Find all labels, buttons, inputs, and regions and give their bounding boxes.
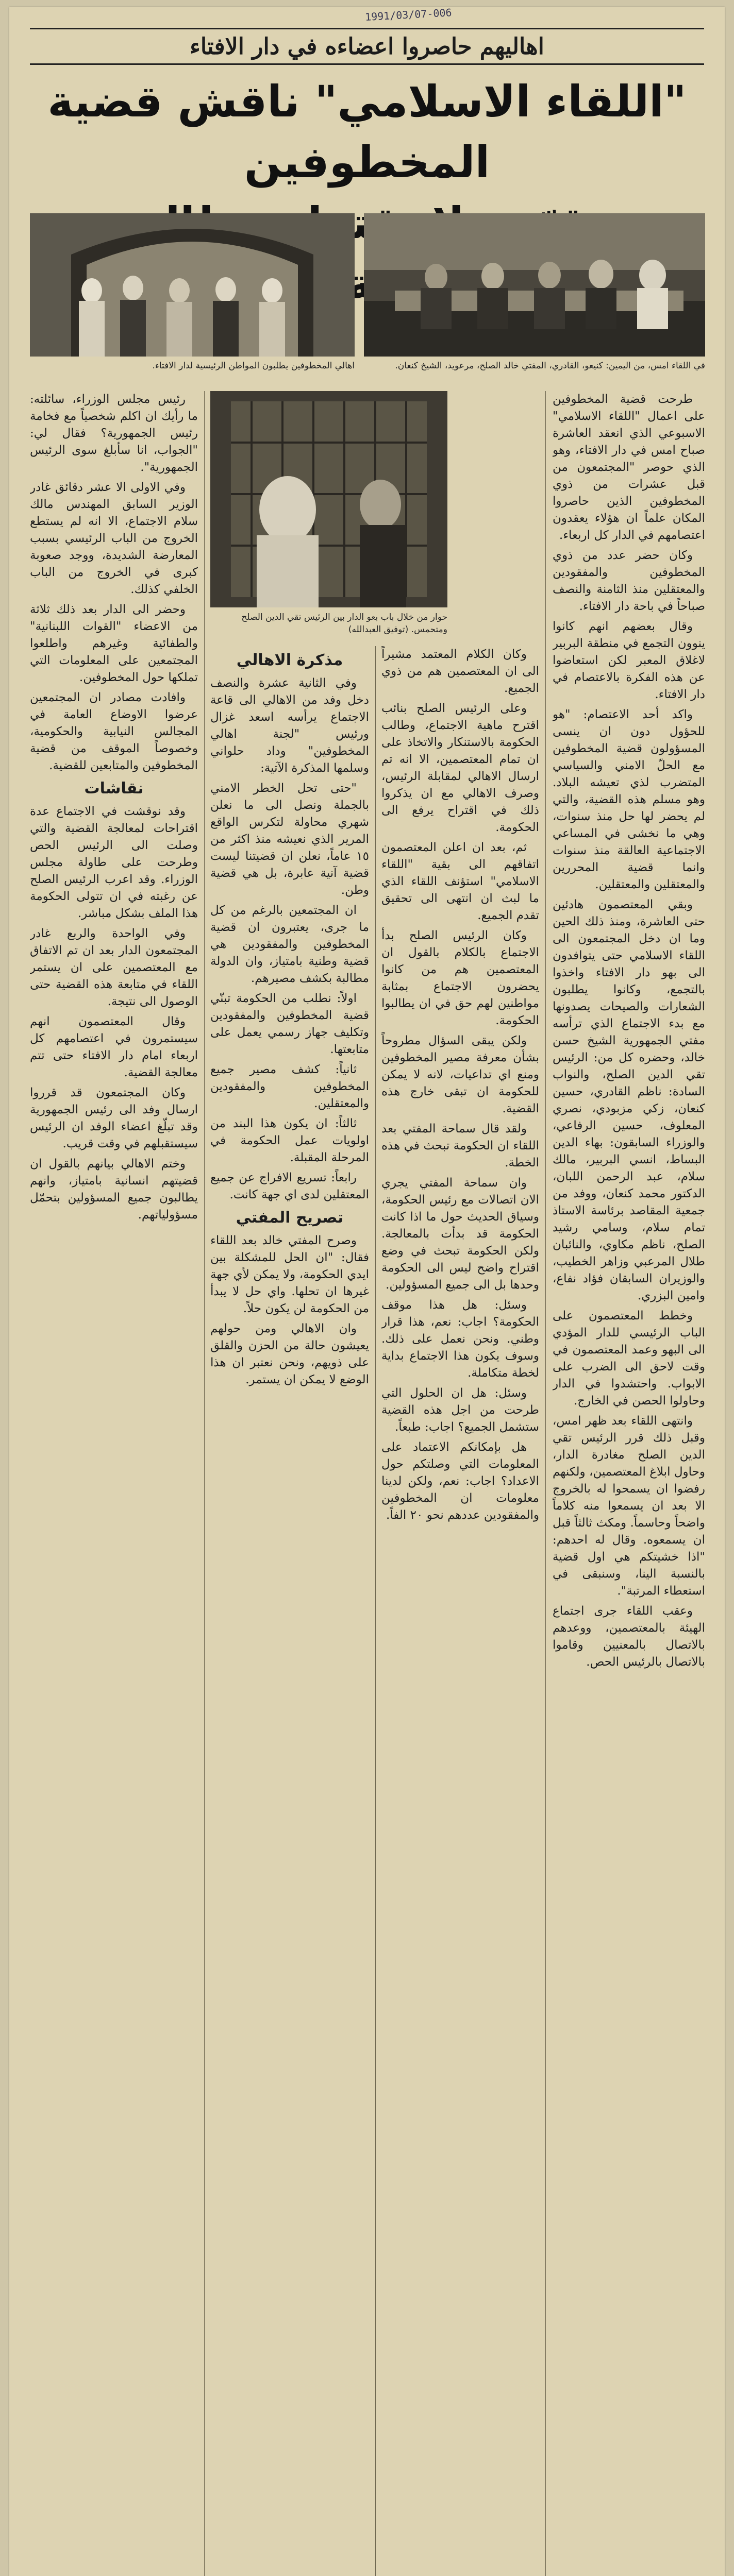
paragraph: اولاً: نطلب من الحكومة تبنّي قضية المخطوفين والمفقودين وتكليف جهاز رسمي يعمل على متابعتها. — [210, 992, 369, 1056]
paragraph: واكد أحد الاعتصام: "هو للحؤول دون ان ينسى المسؤولون قضية المخطوفين مع الحلّ الامني والسياسي المتضرب لذي تعيشه البلاد. وهو مسلم هذه القضية، والتي لم يحضر لها حل منذ سنوات، وهي ما نخشى في المساعي الاجتماعية العالقة منذ سنوات وانما قضية المحررين والمعتقلين والمعتقلين. — [553, 708, 705, 891]
paragraph: وكان الكلام المعتمد مشيراً الى ان المعتصمين هم من ذوي الجميع. — [381, 648, 539, 695]
main-headline — [30, 71, 704, 205]
date-stamp: 1991/03/07-006 — [364, 6, 453, 23]
paragraph: وقال بعضهم انهم كانوا ينوون التجمع في منطقة البربير لاغلاق المعبر لكن استعاضوا عن هذه الفكرة بالاعتصام في دار الافتاء. — [553, 620, 705, 701]
caption-door-photo: حوار من خلال باب بعو الدار بين الرئيس تقي الدين الصلح ومتحمس. (توفيق العبدالله) — [241, 612, 447, 635]
article-column-1 — [553, 391, 705, 2576]
article-column-4 — [30, 391, 198, 2576]
subheading-memo: مذكرة الاهالي — [236, 651, 343, 669]
paragraph: رئيس مجلس الوزراء، سائلته: ما رأيك ان اكلم شخصياً مع فخامة رئيس الجمهورية؟ فقال لي: "الجواب، انا سأبلغ سوى الرئيس الجمهورية". — [30, 393, 198, 474]
paragraph: ان المجتمعين بالرغم من كل ما جرى، يعتبرون ان قضية المخطوفين والمفقودين هي قضية وطنية بامتياز، وان الدولة مطالبة بكشف مصيرهم. — [210, 904, 369, 985]
paragraph: وبقي المعتصمون هادئين حتى العاشرة، ومنذ ذلك الحين وما ان دخل المجتمعون الى اللقاء الاسلامي حتى يتوافدون الى بهو دار الافتاء واخذوا بالتجمع، وكانوا يطلبون الشعارات والصيحات يصدونها مع بدء الاجتماع الذي ترأسه مفتي الجمهورية الشيخ حسن خالد، وحضره كل من: الرئيس تقي الدين الصلح، والنواب السادة: ناظم القادري، حسين كنعان، زكي مزبودي، نصري المعلوف، حسين الرفاعي، والوزراء السابقون: بهاء الدين البساط، انسي البربير، مالك سلام، عبد الرحمن اللبان، الدكتور محمد كنعان، ووفد من جمعية المقاصد برئاسة الاستاذ تمام سلام، وسامي رشيد الصلح، ناظم مكاوي، والنائبان طلال المرعبي وزاهر الخطيب، والوزيران السابقان فؤاد نفاع، وامين البزري. — [553, 898, 705, 1302]
paragraph: وفي الاولى الا عشر دقائق غادر الوزير السابق المهندس مالك سلام الاجتماع، الا انه لم يستطع الخروج من الباب الرئيسي بسبب المعارضة الشديدة، ووجد صعوبة كبرى في الخروج من الباب الخلفي كذلك. — [30, 481, 198, 596]
column-rule-1 — [545, 391, 546, 2576]
subheading-discussions: نقاشات — [84, 779, 144, 798]
paragraph: وانتهى اللقاء بعد ظهر امس، وقبل ذلك قرر الرئيس تقي الدين الصلح مغادرة الدار، وحاول ابلاغ المعتصمين، ولكنهم رفضوا ان يسمحوا له بالخروج الا بعد ان يسمعوا منه كلاماً واضحاً وحاسماً. ومكث ثالثاً قبل ان يسمعوه. وقال له احدهم: "اذا خشيتكم هي اول قضية بالنسبة الينا، وسنبقى في استعطاء المرتبة". — [553, 1414, 705, 1598]
paragraph: هل بإمكانكم الاعتماد على المعلومات التي وصلتكم حول الاعداد؟ اجاب: نعم، ولكن لدينا معلومات ان المخطوفين والمفقودين عددهم نحو ٢٠ الفاً. — [381, 1440, 539, 1522]
paragraph: وسئل: هل ان الحلول التي طرحت من اجل هذه القضية ستشمل الجميع؟ اجاب: طبعاً. — [381, 1386, 539, 1434]
photo-families — [30, 213, 355, 357]
paragraph: وخطط المعتصمون على الباب الرئيسي للدار المؤدي الى البهو وعمد المعتصمون في وقت لاحق الى الضرب على الابواب. واحتشدوا في الدار وحاولوا الحصن في الخارج. — [553, 1309, 705, 1408]
paragraph: طرحت قضية المخطوفين على اعمال "اللقاء الاسلامي" الاسبوعي الذي انعقد العاشرة صباح امس في دار الافتاء، وهو الذي حوصر "المجتمعون من قبل عشرات من ذوي المخطوفين الذين حاصروا المكان علماً ان هؤلاء يعقدون اعتصامهم في الدار كل اربعاء. — [553, 393, 705, 542]
paragraph: وفي الثانية عشرة والنصف دخل وفد من الاهالي الى قاعة الاجتماع يرأسه اسعد غزال ورئيس "لجنة اهالي المخطوفين" وداد حلواني وسلمها المذكرة الآتية: — [210, 676, 369, 775]
paragraph: وسئل: هل هذا موقف الحكومة؟ اجاب: نعم، هذا قرار وطني. ونحن نعمل على ذلك. وسوف يكون هذا الاجتماع بداية لخطة متكاملة. — [381, 1298, 539, 1380]
kicker-headline: اهاليهم حاصروا اعضاءه في دار الافتاء — [30, 28, 704, 65]
caption-families-photo: اهالي المخطوفين يطلبون المواطن الرئيسية لدار الافتاء. — [152, 361, 355, 371]
column-rule-3 — [204, 391, 205, 2576]
paragraph: وحضر الى الدار بعد ذلك ثلاثة من الاعضاء "القوات اللبنانية" والطفائية وغيرهم واطلعوا المجتمعين على المعلومات التي تملكها حول المخطوفين. — [30, 603, 198, 684]
paragraph: وعلى الرئيس الصلح بنائب اقترح ماهية الاجتماع، وطالب الحكومة بالاستنكار والاتخاذ على ان تمام المعتصمين، الا انه تم ارسال الاهالي لمقابلة الرئيس، وصرف الاهالي مع ان يذكروا ذلك في اقتراح يرفع الى الحكومة. — [381, 702, 539, 834]
paragraph: ثالثاً: ان يكون هذا البند من اولويات عمل الحكومة في المرحلة المقبلة. — [210, 1117, 369, 1164]
article-column-3 — [210, 646, 369, 2576]
paragraph: وكان المجتمعون قد قرروا ارسال وفد الى رئيس الجمهورية وقد تبلّغ اعضاء الوفد ان الرئيس سيستقبلهم في وقت قريب. — [30, 1086, 198, 1150]
paragraph: ولقد قال سماحة المفتي بعد اللقاء ان الحكومة تبحث في هذه الخطة. — [381, 1122, 539, 1170]
paragraph: "حتى تحل الخطر الامني بالجملة ونصل الى ما نعلن شهري محاولة لتكرس الواقع المرير الذي نعيشه منذ اكثر من ١٥ عاماً، نعلن ان قضيتنا ليست قضية آنية عابرة، بل هي قضية وطن. — [210, 782, 369, 897]
paragraph: ثانياً: كشف مصير جميع المخطوفين والمفقودين والمعتقلين. — [210, 1063, 369, 1110]
paragraph: وكان الرئيس الصلح بدأ الاجتماع بالكلام بالقول ان المعتصمين هم من كانوا يحضرون الاجتماع بمثابة مواطنين لهم حق في ان يطالبوا الحكومة. — [381, 929, 539, 1027]
caption-meeting-photo: في اللقاء امس، من اليمين: كنيعو، القادري، المفتي خالد الصلح، مرعويد، الشيخ كنعان. — [395, 361, 705, 371]
paragraph: وقال المعتصمون انهم سيستمرون في اعتصامهم كل اربعاء امام دار الافتاء حتى تتم معالجة القضية. — [30, 1015, 198, 1079]
paragraph: وصرح المفتي خالد بعد اللقاء فقال: "ان الحل للمشكلة بين ايدي الحكومة، ولا يمكن لأي جهة غيرها ان تحلها. واي حل لا يبدأ من الحكومة لن يكون حلاً. — [210, 1234, 369, 1315]
paragraph: وقد نوقشت في الاجتماع عدة اقتراحات لمعالجة القضية والتي وصلت الى الرئيس الحص وطرحت على طاولة مجلس الوزراء. وقد اعرب الرئيس الصلح عن رغبته في ان تتولى الحكومة هذا الملف بشكل مباشر. — [30, 805, 198, 920]
paragraph: وافادت مصادر ان المجتمعين عرضوا الاوضاع العامة في المجالس النيابية والحكومية، وخصوصاً الموقف من قضية المخطوفين والمتابعين للقضية. — [30, 691, 198, 772]
paragraph: رابعاً: تسريع الافراج عن جميع المعتقلين لدى اي جهة كانت. — [210, 1171, 369, 1201]
paragraph: وعقب اللقاء جرى اجتماع الهيئة بالمعتصمين، ووعدهم بالاتصال بالمعنيين وقاموا بالاتصال بالرئيس الحص. — [553, 1604, 705, 1669]
paragraph: ولكن يبقى السؤال مطروحاً بشأن معرفة مصير المخطوفين ومنع اي تداعيات، لانه لا يمكن للحكومة ان تبقى خارج هذه القضية. — [381, 1034, 539, 1115]
paragraph: وختم الاهالي بيانهم بالقول ان قضيتهم انسانية بامتياز، وانهم يطالبون جميع المسؤولين بتحمّل مسؤولياتهم. — [30, 1157, 198, 1222]
paragraph: وان الاهالي ومن حولهم يعيشون حالة من الحزن والقلق على ذويهم، ونحن نعتبر ان هذا الوضع لا يمكن ان يستمر. — [210, 1322, 369, 1386]
subheading-mufti-statement: تصريح المفتي — [236, 1209, 344, 1227]
article-column-2 — [381, 646, 539, 2576]
paragraph: وكان حضر عدد من ذوي المخطوفين والمفقودين والمعتقلين منذ الثامنة والنصف صباحاً في باحة دار الافتاء. — [553, 549, 705, 613]
column-rule-2 — [375, 646, 376, 2576]
paragraph: وان سماحة المفتي يجري الان اتصالات مع رئيس الحكومة، وسياق الحديث حول ما اذا كانت الحكومة قد بدأت بالمعالجة. ولكن الحكومة تبحث في وضع اقتراح واضح ليس الى الحكومة وحدها بل الى جميع المسؤولين. — [381, 1176, 539, 1292]
newspaper-clipping — [9, 7, 725, 2576]
photo-meeting — [364, 213, 705, 357]
photo-door-dialogue — [210, 391, 447, 607]
headline-line-1: "اللقاء الاسلامي" ناقش قضية المخطوفين — [47, 76, 687, 188]
paragraph: وفي الواحدة والربع غادر المجتمعون الدار بعد ان تم الاتفاق مع المعتصمين على ان يستمر اللقاء في متابعة هذه القضية حتى الوصول الى نتيجة. — [30, 927, 198, 1008]
paragraph: ثم، بعد ان اعلن المعتصمون اتفاقهم الى بقية "اللقاء الاسلامي" استؤنف اللقاء الذي ما لبث ان انتهى الى تحقيق تقدم الجميع. — [381, 841, 539, 922]
